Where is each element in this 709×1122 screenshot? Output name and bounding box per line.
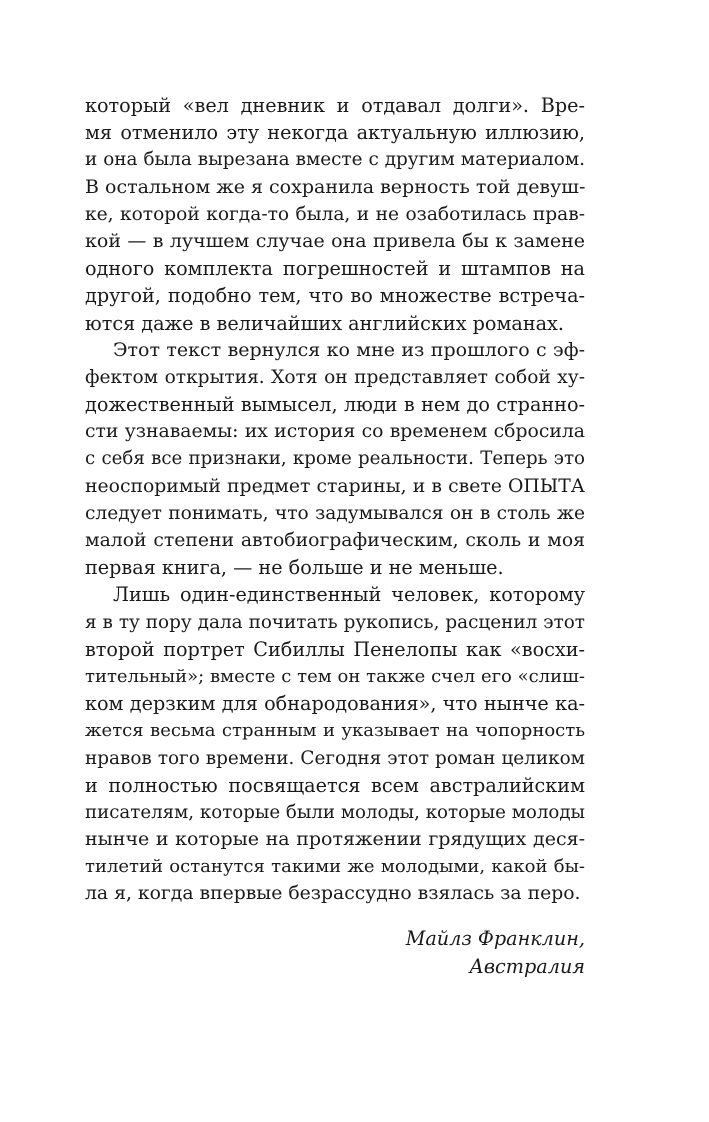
text-line: и полностью посвящается всем австралийским <box>85 773 585 797</box>
paragraph-2 <box>85 337 585 582</box>
text-line: тилетий останутся такими же молодыми, какой бы- <box>85 856 585 878</box>
signature-author: Майлз Франклин, <box>405 927 585 950</box>
text-line: ются даже в величайших английских романах. <box>85 311 564 335</box>
text-line: первая книга, — не больше и не меньше. <box>85 556 504 580</box>
text-line: жется весьма странным и указывает на чопорность <box>85 720 585 742</box>
text-line: и она была вырезана вместе с другим материалом. <box>85 149 585 171</box>
text-line: Лишь один-единственный человек, которому <box>113 583 585 607</box>
signature-place: Австралия <box>469 955 585 978</box>
text-line: тительный»; вместе с тем он также счел его «слиш- <box>85 665 585 687</box>
body-text <box>85 92 585 908</box>
text-line: фектом открытия. Хотя он представляет собой ху- <box>85 366 585 388</box>
text-line: следует понимать, что задумывался он в столь же <box>85 502 585 524</box>
text-line: ком дерзким для обнародования», что нынче ка- <box>85 692 585 716</box>
text-line: мя отменило эту некогда актуальную иллюзию, <box>85 121 585 145</box>
text-line: кой — в лучшем случае она привела бы к замене <box>85 229 585 252</box>
text-line: который «вел дневник и отдавал долги». Вре- <box>85 94 585 117</box>
text-line: одного комплекта погрешностей и штампов на <box>85 257 585 281</box>
text-line: другой, подобно тем, что во множестве встреча- <box>85 284 585 308</box>
paragraph-3 <box>85 581 585 907</box>
text-line: малой степени автобиографическим, сколь и моя <box>85 530 585 551</box>
text-line: ке, которой когда-то была, и не озаботилась прав- <box>85 203 585 225</box>
signature <box>406 925 585 981</box>
paragraph-1 <box>85 92 585 337</box>
text-line: нравов того времени. Сегодня этот роман целиком <box>85 747 585 769</box>
text-line: В остальном же я сохранила верность той девуш- <box>85 175 586 198</box>
text-line: второй портрет Сибиллы Пенелопы как «восхи- <box>85 637 585 661</box>
text-line: дожественный вымысел, люди в нем до странно- <box>85 393 585 417</box>
text-line: неоспоримый предмет старины, и в свете ОПЫТА <box>85 475 585 497</box>
text-line: сти узнаваемы: их история со временем сбросила <box>85 421 585 443</box>
text-line: нынче и которые на протяжении грядущих деся- <box>85 828 585 851</box>
text-line: с себя все признаки, кроме реальности. Теперь это <box>85 448 585 470</box>
text-line: я в ту пору дала почитать рукопись, расценил этот <box>85 611 585 633</box>
text-line: писателям, которые были молоды, которые молоды <box>85 801 585 823</box>
text-line: ла я, когда впервые безрассудно взялась за перо. <box>85 883 581 905</box>
text-line: Этот текст вернулся ко мне из прошлого с эф- <box>113 338 585 361</box>
